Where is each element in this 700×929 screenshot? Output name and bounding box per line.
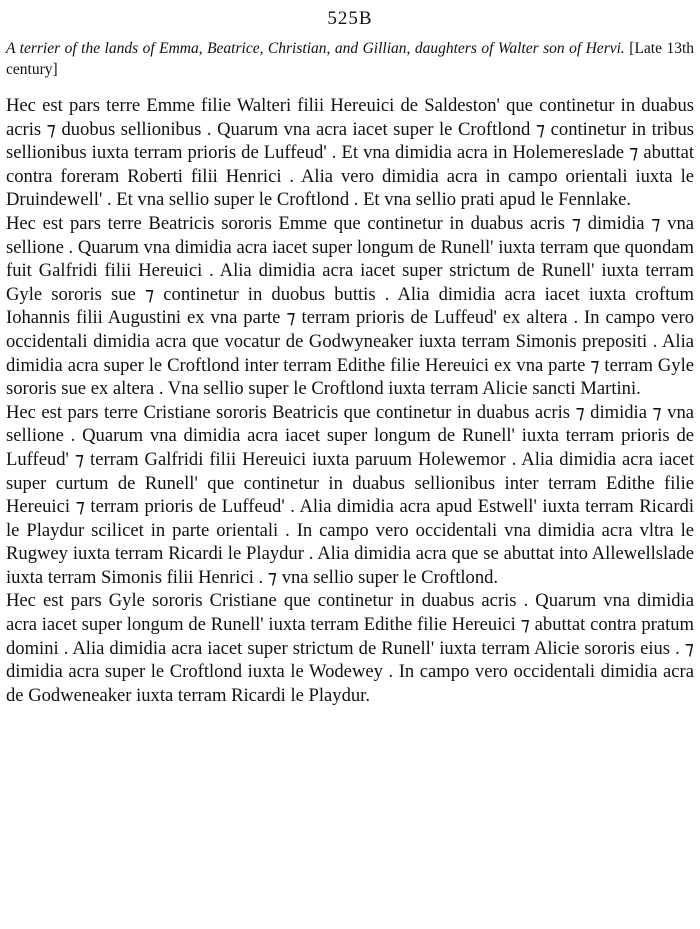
body-text xyxy=(6,94,694,707)
heading-date-note: [Late 13th century] xyxy=(6,40,695,78)
document-number: 525B xyxy=(327,8,373,29)
paragraph-gillian: Hec est pars Gyle sororis Cristiane que continetur in duabus acris . Quarum vna dimidia acra iacet super longum de Runell' iuxta terram Edithe filie Hereuici ⁊ abuttat contra pratum domini . Alia dimidia acra iacet super strictum de Runell' iuxta terram Alicie sororis eius . ⁊ dimidia acra super le Croftlond iuxta le Wodewey . In campo vero occidentali dimidia acra de Godweneaker iuxta terram Ricardi le Playdur. xyxy=(6,590,694,706)
document-heading xyxy=(6,38,694,80)
paragraph-beatrice: Hec est pars terre Beatricis sororis Emme que continetur in duabus acris ⁊ dimidia ⁊ vna sellione . Quarum vna dimidia acra iacet super longum de Runell' iuxta terram que quondam fuit Galfridi filii Hereuici . Alia dimidia acra iacet super strictum de Runell' iuxta terram Gyle sororis sue ⁊ continetur in duobus buttis . Alia dimidia acra iacet iuxta croftum Iohannis filii Augustini ex vna parte ⁊ terram prioris de Luffeud' ex altera . In campo vero occidentali dimidia acra que vocatur de Godwyneaker iuxta terram Simonis prepositi . Alia dimidia acra super le Croftlond inter terram Edithe filie Hereuici ex vna parte ⁊ terram Gyle sororis sue ex altera . Vna sellio super le Croftlond iuxta terram Alicie sancti Martini. xyxy=(6,212,694,400)
heading-title: A terrier of the lands of Emma, Beatrice, Christian, and Gillian, daughters of Walter son of Hervi. xyxy=(6,40,625,57)
paragraph-emma: Hec est pars terre Emme filie Walteri filii Hereuici de Saldeston' que continetur in duabus acris ⁊ duobus sellionibus . Quarum vna acra iacet super le Croftlond ⁊ continetur in tribus sellionibus iuxta terram prioris de Luffeud' . Et vna dimidia acra in Holemereslade ⁊ abuttat contra foreram Roberti filii Henrici . Alia vero dimidia acra in campo orientali iuxta le Druindewell' . Et vna sellio super le Croftlond . Et vna sellio prati apud le Fennlake. xyxy=(6,95,694,211)
paragraph-christian: Hec est pars terre Cristiane sororis Beatricis que continetur in duabus acris ⁊ dimidia ⁊ vna sellione . Quarum vna dimidia acra iacet super longum de Runell' iuxta terram prioris de Luffeud' ⁊ terram Galfridi filii Hereuici iuxta paruum Holewemor . Alia dimidia acra iacet super curtum de Runell' que continetur in duabus sellionibus inter terram Edithe filie Hereuici ⁊ terram prioris de Luffeud' . Alia dimidia acra apud Estwell' iuxta terram Ricardi le Playdur scilicet in parte orientali . In campo vero occidentali vna dimidia acra vltra le Rugwey iuxta terram Ricardi le Playdur . Alia dimidia acra que se abuttat into Allewellslade iuxta terram Simonis filii Henrici . ⁊ vna sellio super le Croftlond. xyxy=(6,401,694,588)
